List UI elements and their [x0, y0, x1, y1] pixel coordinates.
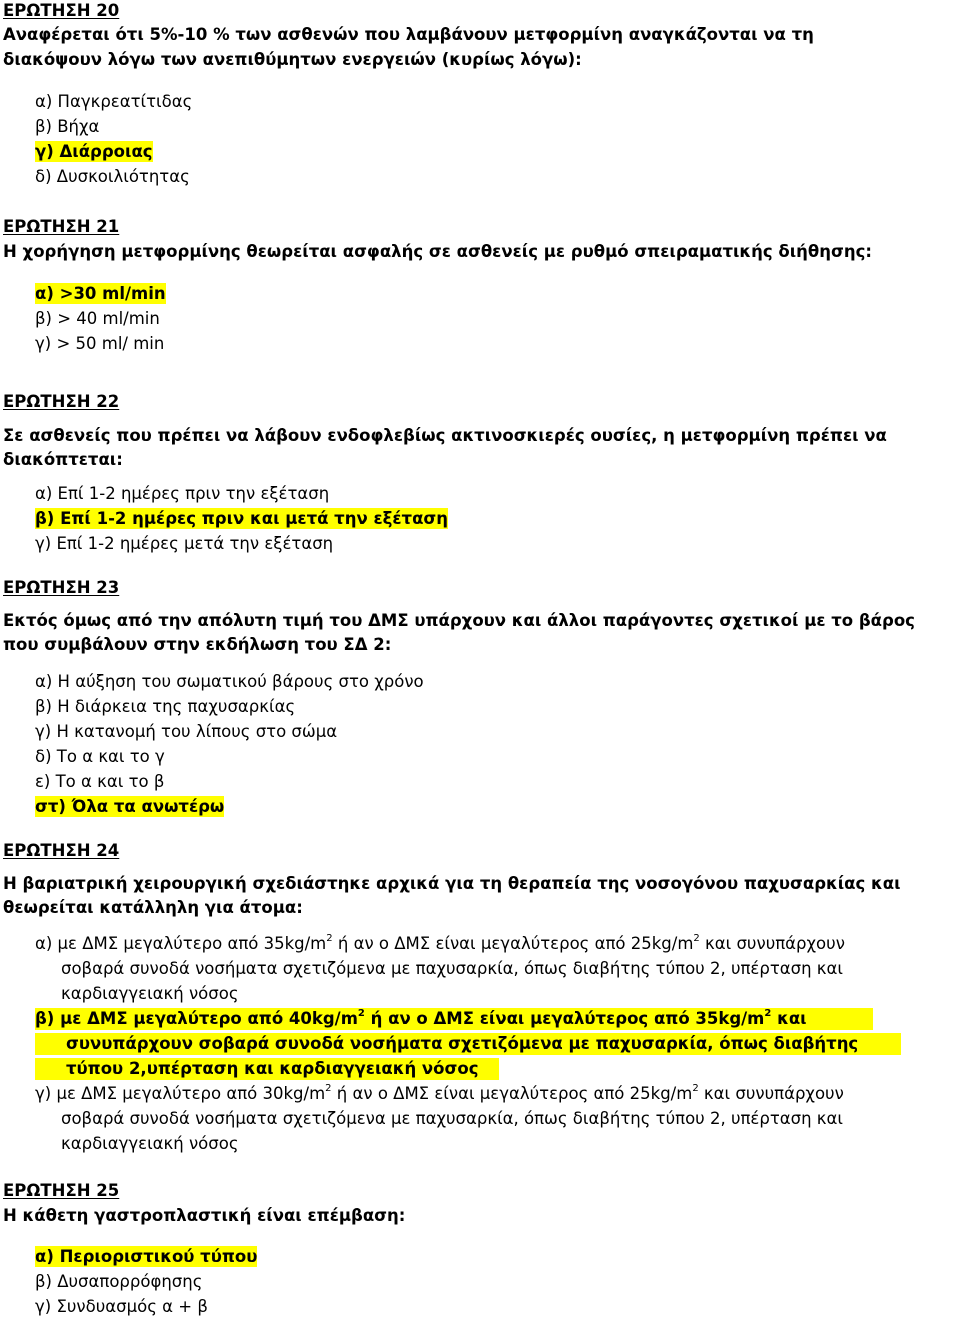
q23-option-b: β) Η διάρκεια της παχυσαρκίας	[35, 697, 296, 716]
q24-option-c-line2: σοβαρά συνοδά νοσήματα σχετιζόμενα με παχυσαρκία, όπως διαβήτης τύπου 2, υπέρταση και	[61, 1109, 843, 1128]
q25-option-c: γ) Συνδυασμός α + β	[35, 1297, 208, 1316]
q25-option-a-answer: α) Περιοριστικού τύπου	[35, 1247, 258, 1266]
q22-question-line1: Σε ασθενείς που πρέπει να λάβουν ενδοφλεβίως ακτινοσκιερές ουσίες, η μετφορμίνη πρέπει να	[3, 426, 887, 445]
q24-option-a-line1: α) με ΔΜΣ μεγαλύτερο από $35kg/m^2$ ή αν ο ΔΜΣ είναι μεγαλύτερος από $25kg/m^2$ και συνυπάρχουν	[35, 932, 845, 953]
q20-option-b: β) Βήχα	[35, 117, 100, 136]
q22-option-b-answer: β) Επί 1-2 ημέρες πριν και μετά την εξέταση	[35, 509, 449, 528]
q20-title: ΕΡΩΤΗΣΗ 20	[3, 1, 120, 20]
q23-option-a: α) Η αύξηση του σωματικού βάρους στο χρόνο	[35, 672, 424, 691]
q21-option-c: γ) > 50 ml/ min	[35, 334, 165, 353]
q20-option-a: α) Παγκρεατίτιδας	[35, 92, 193, 111]
q24-option-c-line1: γ) με ΔΜΣ μεγαλύτερο από $30kg/m^2$ ή αν ο ΔΜΣ είναι μεγαλύτερος από $25kg/m^2$ και συνυπάρχουν	[35, 1082, 844, 1103]
q24-option-b-answer-line1: β) με ΔΜΣ μεγαλύτερο από $40kg/m^2$ ή αν ο ΔΜΣ είναι μεγαλύτερος από $35kg/m^2$ και	[35, 1007, 807, 1028]
q21-question-line1: Η χορήγηση μετφορμίνης θεωρείται ασφαλής σε ασθενείς με ρυθμό σπειραματικής διήθησης:	[3, 242, 872, 261]
q23-option-c: γ) Η κατανομή του λίπους στο σώμα	[35, 722, 338, 741]
q20-question-line1: Αναφέρεται ότι 5%-10 % των ασθενών που λαμβάνουν μετφορμίνη αναγκάζονται να τη	[3, 25, 814, 44]
q22-option-a: α) Επί 1-2 ημέρες πριν την εξέταση	[35, 484, 330, 503]
q22-option-c: γ) Επί 1-2 ημέρες μετά την εξέταση	[35, 534, 334, 553]
q25-title: ΕΡΩΤΗΣΗ 25	[3, 1181, 120, 1200]
q24-question-line1: Η βαριατρική χειρουργική σχεδιάστηκε αρχικά για τη θεραπεία της νοσογόνου παχυσαρκίας και	[3, 874, 901, 893]
q24-option-b-answer-line2: συνυπάρχουν σοβαρά συνοδά νοσήματα σχετιζόμενα με παχυσαρκία, όπως διαβήτης	[66, 1034, 859, 1053]
q25-question-line1: Η κάθετη γαστροπλαστική είναι επέμβαση:	[3, 1206, 406, 1225]
q23-option-d: δ) Το α και το γ	[35, 747, 165, 766]
q24-question-line2: θεωρείται κατάλληλη για άτομα:	[3, 898, 303, 917]
q24-title: ΕΡΩΤΗΣΗ 24	[3, 841, 120, 860]
q21-option-b: β) > 40 ml/min	[35, 309, 160, 328]
q23-question-line1: Εκτός όμως από την απόλυτη τιμή του ΔΜΣ υπάρχουν και άλλοι παράγοντες σχετικοί με το βάρος	[3, 611, 915, 630]
q24-option-c-line3: καρδιαγγειακή νόσος	[61, 1134, 239, 1153]
q21-title: ΕΡΩΤΗΣΗ 21	[3, 217, 120, 236]
q24-option-a-line3: καρδιαγγειακή νόσος	[61, 984, 239, 1003]
q23-question-line2: που συμβάλουν στην εκδήλωση του ΣΔ 2:	[3, 635, 392, 654]
q21-option-a-answer: α) >30 ml/min	[35, 284, 166, 303]
q24-option-b-answer-line3: τύπου 2,υπέρταση και καρδιαγγειακή νόσος	[66, 1059, 479, 1078]
q23-option-e: ε) Το α και το β	[35, 772, 165, 791]
q20-option-c-answer: γ) Διάρροιας	[35, 142, 153, 161]
q20-question-line2: διακόψουν λόγω των ανεπιθύμητων ενεργειών (κυρίως λόγω):	[3, 50, 582, 69]
q25-option-b: β) Δυσαπορρόφησης	[35, 1272, 203, 1291]
q22-title: ΕΡΩΤΗΣΗ 22	[3, 392, 120, 411]
q22-question-line2: διακόπτεται:	[3, 450, 123, 469]
q24-option-a-line2: σοβαρά συνοδά νοσήματα σχετιζόμενα με παχυσαρκία, όπως διαβήτης τύπου 2, υπέρταση και	[61, 959, 843, 978]
q20-option-d: δ) Δυσκοιλιότητας	[35, 167, 190, 186]
q23-option-f-answer: στ) Όλα τα ανωτέρω	[35, 797, 225, 816]
q23-title: ΕΡΩΤΗΣΗ 23	[3, 578, 120, 597]
